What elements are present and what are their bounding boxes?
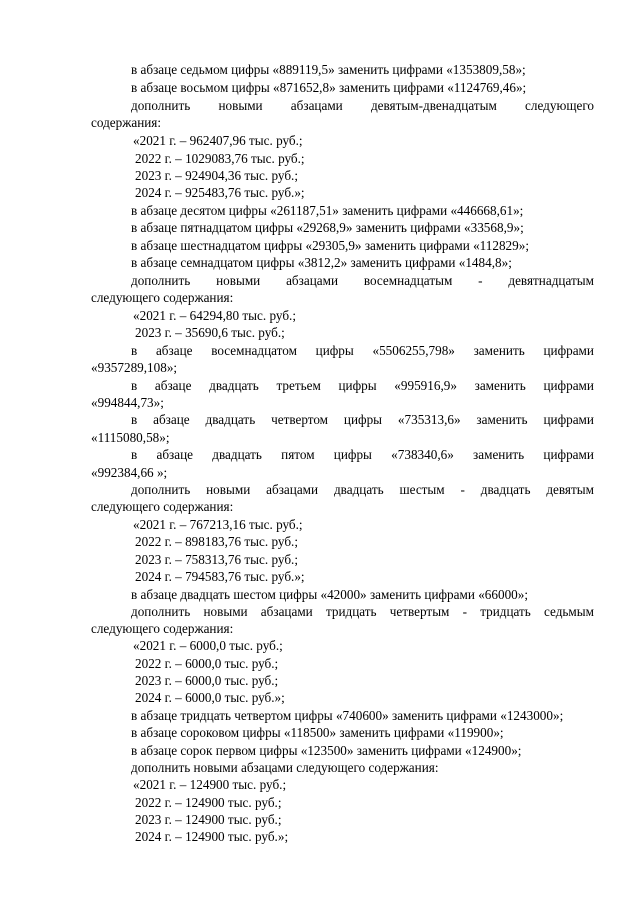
word: новыми — [216, 273, 261, 288]
text-line: «9357289,108»; — [91, 360, 178, 375]
word: двадцать — [209, 378, 259, 393]
word: двадцать — [480, 482, 531, 497]
text-line: 2023 г. – 124900 тыс. руб.; — [135, 812, 282, 827]
text-line-justified — [131, 273, 594, 289]
text-line-justified — [131, 482, 594, 498]
word: «5506255,798» — [372, 343, 455, 358]
word: новыми — [203, 604, 248, 619]
text-line: содержания: — [91, 115, 162, 130]
word: абзацами — [286, 273, 339, 288]
text-line: «992384,66 »; — [91, 465, 168, 480]
word: восемнадцатом — [211, 343, 297, 358]
word: четвертым — [389, 604, 450, 619]
text-line-justified — [131, 343, 594, 359]
word: четвертом — [271, 412, 329, 427]
word: шестым — [399, 482, 445, 497]
word: девятнадцатым — [508, 273, 594, 288]
text-line-justified — [131, 447, 594, 463]
word: абзаце — [154, 378, 192, 393]
word: восемнадцатым — [363, 273, 453, 288]
word: цифры — [315, 343, 354, 358]
text-line: в абзаце двадцать шестом цифры «42000» заменить цифрами «66000»; — [131, 587, 529, 602]
word: цифры — [343, 412, 383, 427]
word: в — [131, 378, 138, 393]
text-line: 2024 г. – 124900 тыс. руб.»; — [135, 829, 289, 844]
word: дополнить — [131, 273, 191, 288]
word: абзаце — [155, 343, 193, 358]
text-line: 2023 г. – 35690,6 тыс. руб.; — [135, 325, 285, 340]
word: абзацами — [266, 482, 319, 497]
word: тридцать — [480, 604, 531, 619]
text-line: 2024 г. – 6000,0 тыс. руб.»; — [135, 690, 285, 705]
text-line: «2021 г. – 962407,96 тыс. руб.; — [133, 133, 303, 148]
word: следующего — [525, 98, 594, 113]
text-line-justified — [131, 412, 594, 428]
text-line: в абзаце шестнадцатом цифры «29305,9» заменить цифрами «112829»; — [131, 238, 530, 253]
word: цифрами — [543, 378, 594, 393]
word: заменить — [473, 447, 525, 462]
word: в — [131, 447, 138, 462]
text-line: 2024 г. – 794583,76 тыс. руб.»; — [135, 569, 305, 584]
text-line-justified — [131, 98, 594, 114]
word: дополнить — [131, 482, 191, 497]
word: дополнить — [131, 604, 191, 619]
word: «995916,9» — [394, 378, 457, 393]
word: тридцать — [325, 604, 377, 619]
text-line: 2023 г. – 6000,0 тыс. руб.; — [135, 673, 279, 688]
text-line: 2023 г. – 758313,76 тыс. руб.; — [135, 552, 299, 567]
text-line: в абзаце семнадцатом цифры «3812,2» заменить цифрами «1484,8»; — [131, 255, 512, 270]
word: в — [131, 343, 138, 358]
word: двадцать — [333, 482, 384, 497]
text-line: 2024 г. – 925483,76 тыс. руб.»; — [135, 185, 305, 200]
text-line: в абзаце восьмом цифры «871652,8» заменить цифрами «1124769,46»; — [131, 80, 527, 95]
text-line: 2022 г. – 1029083,76 тыс. руб.; — [135, 151, 305, 166]
word: цифрами — [543, 447, 594, 462]
word: заменить — [474, 378, 526, 393]
text-line: «2021 г. – 64294,80 тыс. руб.; — [133, 308, 297, 323]
word: - — [478, 273, 483, 288]
word: дополнить — [131, 98, 191, 113]
text-line: «1115080,58»; — [91, 430, 170, 445]
word: новыми — [218, 98, 263, 113]
text-line: в абзаце сороковом цифры «118500» заменить цифрами «119900»; — [131, 725, 504, 740]
text-line: 2022 г. – 898183,76 тыс. руб.; — [135, 534, 299, 549]
word: двадцать — [212, 447, 262, 462]
word: третьем — [276, 378, 321, 393]
word: цифрами — [543, 343, 594, 358]
word: новыми — [206, 482, 251, 497]
word: цифрами — [543, 412, 594, 427]
word: заменить — [476, 412, 528, 427]
text-line: «2021 г. – 124900 тыс. руб.; — [133, 777, 287, 792]
word: абзаце — [153, 412, 190, 427]
word: седьмым — [544, 604, 594, 619]
text-line: в абзаце седьмом цифры «889119,5» заменить цифрами «1353809,58»; — [131, 62, 526, 77]
text-line: в абзаце десятом цифры «261187,51» заменить цифрами «446668,61»; — [131, 203, 524, 218]
text-line: следующего содержания: — [91, 290, 234, 305]
text-line: 2023 г. – 924904,36 тыс. руб.; — [135, 168, 299, 183]
word: двадцать — [205, 412, 256, 427]
text-line: в абзаце сорок первом цифры «123500» заменить цифрами «124900»; — [131, 743, 522, 758]
word: цифры — [338, 378, 377, 393]
text-line: в абзаце пятнадцатом цифры «29268,9» заменить цифрами «33568,9»; — [131, 220, 524, 235]
word: - — [462, 604, 467, 619]
text-line: 2022 г. – 6000,0 тыс. руб.; — [135, 656, 279, 671]
word: девятым — [546, 482, 594, 497]
text-line: в абзаце тридцать четвертом цифры «740600» заменить цифрами «1243000»; — [131, 708, 564, 723]
text-line: следующего содержания: — [91, 499, 234, 514]
word: «738340,6» — [391, 447, 454, 462]
text-line: «994844,73»; — [91, 395, 164, 410]
word: абзацами — [260, 604, 313, 619]
word: - — [460, 482, 465, 497]
text-line: следующего содержания: — [91, 621, 234, 636]
word: абзаце — [156, 447, 194, 462]
word: в — [131, 412, 138, 427]
word: «735313,6» — [397, 412, 461, 427]
word: девятым-двенадцатым — [370, 98, 497, 113]
word: заменить — [473, 343, 525, 358]
word: цифры — [333, 447, 372, 462]
text-line-justified — [131, 604, 594, 620]
text-line: «2021 г. – 767213,16 тыс. руб.; — [133, 517, 303, 532]
text-line: 2022 г. – 124900 тыс. руб.; — [135, 795, 282, 810]
text-line-justified — [131, 378, 594, 394]
text-line: дополнить новыми абзацами следующего содержания: — [131, 760, 439, 775]
text-line: «2021 г. – 6000,0 тыс. руб.; — [133, 638, 283, 653]
word: абзацами — [290, 98, 343, 113]
word: пятом — [281, 447, 315, 462]
